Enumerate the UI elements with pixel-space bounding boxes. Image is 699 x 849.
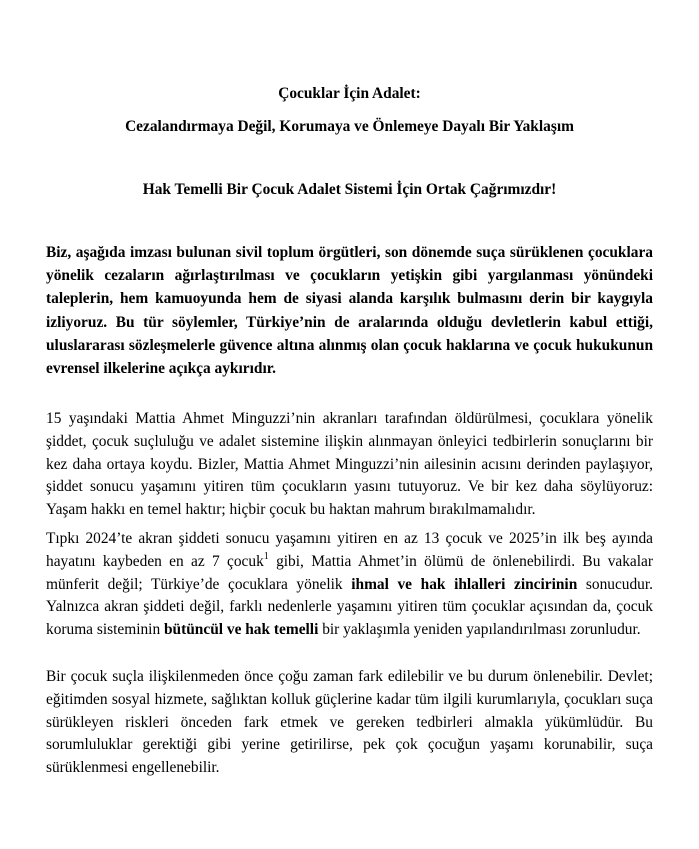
- paragraph-2-text-4: bir yaklaşımla yeniden yapılandırılması zorunludur.: [318, 621, 641, 639]
- paragraph-2-text-2: gibi, Mattia Ahmet’in ölümü de önlenebilirdi. Bu vakalar münferit değil; Türkiye’de çocuklara yönelik: [46, 552, 653, 593]
- paragraph-2-emphasis-2: bütüncül ve hak temelli: [164, 621, 319, 639]
- call-heading: Hak Temelli Bir Çocuk Adalet Sistemi İçin Ortak Çağrımızdır!: [142, 181, 557, 198]
- paragraph-2-emphasis-1: ihmal ve hak ihlalleri zincirinin: [351, 575, 578, 593]
- paragraph-2-text-3: sonucudur. Yalnızca akran şiddeti değil, farklı nedenlerle yaşamını yitiren tüm çocuklar açısından da, çocuk koruma sisteminin: [46, 575, 654, 639]
- intro-paragraph: Biz, aşağıda imzası bulunan sivil toplum örgütleri, son dönemde suça sürüklenen çocuklara yönelik cezaların ağırlaştırılması ve çocukların yetişkin gibi yargılanması yönündeki taleplerin, hem kamuoyunda hem de siyasi alanda karşılık bulmasını derin bir kaygıyla izliyoruz. Bu tür söylemler, Türkiye’nin de aralarında olduğu devletlerin kabul ettiği, uluslararası sözleşmelerle güvence altına alınmış olan çocuk haklarına ve çocuk hukukunun evrensel ilkelerine açıkça aykırıdır.: [46, 244, 653, 378]
- paragraph-3: Bir çocuk suçla ilişkilenmeden önce çoğu zaman fark edilebilir ve bu durum önlenebilir. Devlet; eğitimden sosyal hizmete, sağlıktan kolluk güçlerine kadar tüm ilgili kurumlarıyla, çocukları suça sürükleyen riskleri önceden fark etmek ve gereken tedbirleri almakla yükümlüdür. Bu sorumluluklar gerektiği gibi yerine getirilirse, pek çok çocuğun yaşamı korunabilir, suça sürüklenmesi engellenebilir.: [46, 668, 653, 777]
- paragraph-2: [46, 528, 653, 642]
- document-title: Çocuklar İçin Adalet:: [278, 85, 421, 102]
- paragraph-2-text-1: Tıpkı 2024’te akran şiddeti sonucu yaşamını yitiren en az 13 çocuk ve 2025’in ilk beş ayında hayatını kaybeden en az 7 çocuk: [46, 530, 653, 570]
- footnote-marker[interactable]: 1: [263, 550, 269, 562]
- document-subtitle: Cezalandırmaya Değil, Korumaya ve Önlemeye Dayalı Bir Yaklaşım: [125, 118, 574, 135]
- paragraph-1: 15 yaşındaki Mattia Ahmet Minguzzi’nin akranları tarafından öldürülmesi, çocuklara yönelik şiddet, çocuk suçluluğu ve adalet sistemine ilişkin alınmayan önleyici tedbirlerin sonuçlarını bir kez daha ortaya koydu. Bizler, Mattia Ahmet Minguzzi’nin ailesinin acısını derinden paylaşıyor, şiddet sonucu yaşamını yitiren tüm çocukların yasını tutuyoruz. Ve bir kez daha söylüyoruz: Yaşam hakkı en temel haktır; hiçbir çocuk bu haktan mahrum bırakılmamalıdır.: [46, 410, 653, 519]
